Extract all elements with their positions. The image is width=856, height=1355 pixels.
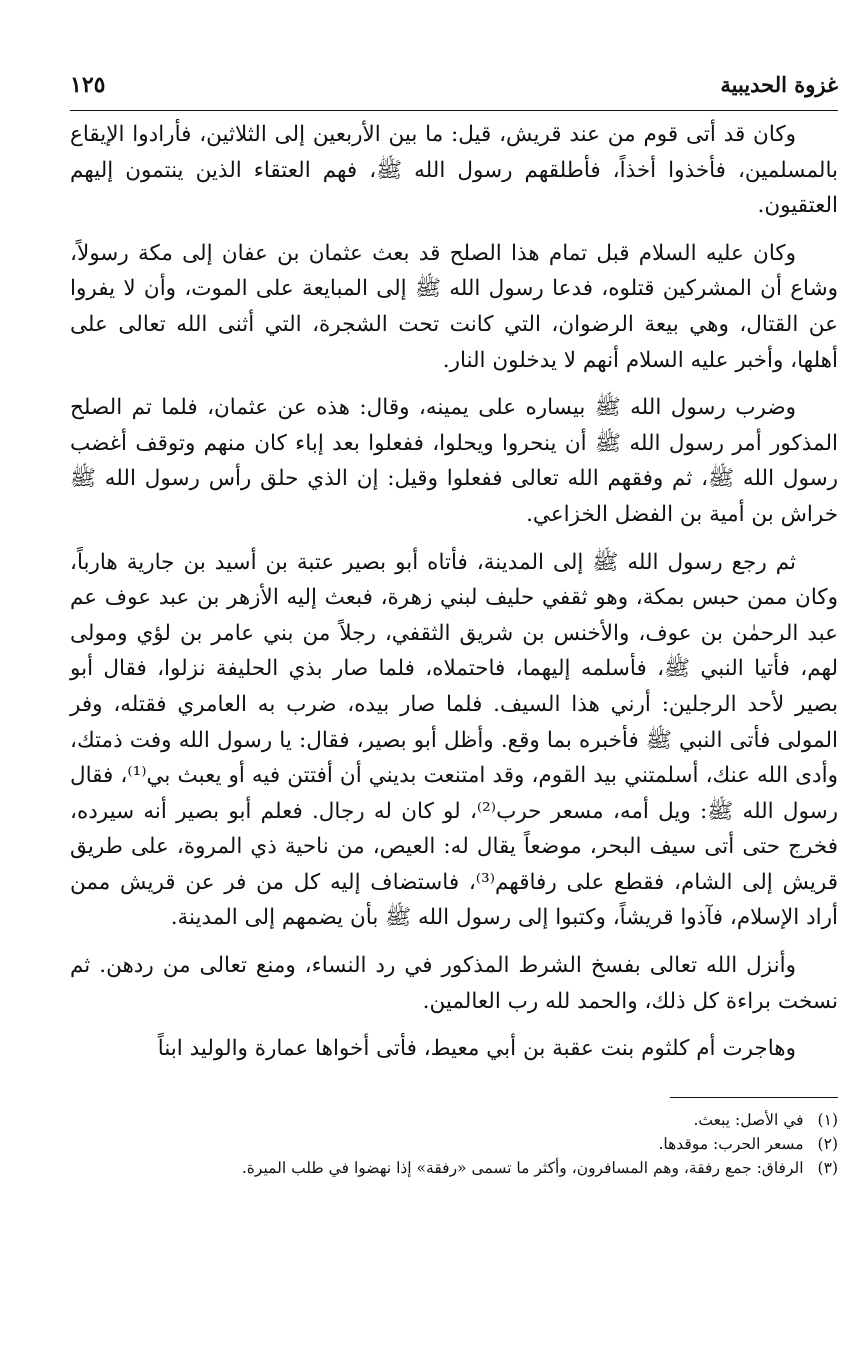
footnotes [70, 1108, 838, 1180]
footnote-separator [670, 1097, 838, 1098]
paragraph: وأنزل الله تعالى بفسخ الشرط المذكور في رد النساء، ومنع تعالى من ردهن. ثم نسخت براءة كل ذلك، والحمد لله رب العالمين. [70, 953, 838, 1014]
paragraph: وضرب رسول الله ﷺ بيساره على يمينه، وقال: هذه عن عثمان، فلما تم الصلح المذكور أمر رسول الله ﷺ أن ينحروا ويحلوا، ففعلوا بعد إباء كان منهم وتوقف أغضب رسول الله ﷺ، ثم وفقهم الله تعالى ففعلوا وقيل: إن الذي حلق رأس رسول الله ﷺ خراش بن أمية بن الفضل الخزاعي. [70, 395, 838, 527]
footnote-item [70, 1108, 838, 1132]
footnote-item [70, 1156, 838, 1180]
paragraph: ثم رجع رسول الله ﷺ إلى المدينة، فأتاه أبو بصير عتبة بن أسيد بن جارية هارباً، وكان ممن حبس بمكة، وهو ثقفي حليف لبني زهرة، فبعث إليه الأزهر بن عبد عوف عم عبد الرحمٰن بن عوف، والأخنس بن شريق الثقفي، رجلاً من بني عامر بن لؤي ومولى لهم، فأتيا النبي ﷺ، فأسلمه إليهما، فاحتملاه، فلما صار بذي الحليفة نزلوا، فقال أبو بصير لأحد الرجلين: أرني هذا السيف. فلما صار بيده، ضرب به العامري فقتله، وفر المولى فأتى النبي ﷺ فأخبره بما وقع. وأظل أبو بصير، فقال: يا رسول الله وفت ذمتك، وأدى الله عنك، أسلمتني بيد القوم، وقد امتنعت بديني أن أفتتن فيه أو يعبث بي⁽¹⁾، فقال رسول الله ﷺ: ويل أمه، مسعر حرب⁽²⁾، لو كان له رجال. فعلم أبو بصير أنه سيرده، فخرج حتى أتى سيف البحر، موضعاً يقال له: العيص، من ناحية ذي المروة، على طريق قريش إلى الشام، فقطع على رفاقهم⁽³⁾، فاستضاف إليه كل من فر عن قريش ممن أراد الإسلام، فآذوا قريشاً، وكتبوا إلى رسول الله ﷺ بأن يضمهم إلى المدينة. [70, 549, 838, 931]
book-page [70, 72, 838, 1180]
page-number: ١٢٥ [70, 72, 106, 98]
footnote-item [70, 1132, 838, 1156]
paragraph: وكان قد أتى قوم من عند قريش، قيل: ما بين الأربعين إلى الثلاثين، فأرادوا الإيقاع بالمسلمين، فأخذوا أخذاً، فأطلقهم رسول الله ﷺ، فهم العتقاء الذين ينتمون إليهم العتقيون. [70, 122, 838, 219]
paragraph: وكان عليه السلام قبل تمام هذا الصلح قد بعث عثمان بن عفان إلى مكة رسولاً، وشاع أن المشركين قتلوه، فدعا رسول الله ﷺ إلى المبايعة على الموت، وأن لا يفروا عن القتال، وهي بيعة الرضوان، التي كانت تحت الشجرة، التي أثنى الله تعالى على أهلها، وأخبر عليه السلام أنهم لا يدخلون النار. [70, 240, 838, 373]
footnote-number: (٢) [817, 1134, 838, 1153]
footnote-text: في الأصل: يبعث. [693, 1110, 804, 1129]
footnote-text: الرفاق: جمع رفقة، وهم المسافرون، وأكثر ما تسمى «رفقة» إذا نهضوا في طلب الميرة. [241, 1158, 804, 1177]
header-rule [70, 110, 838, 111]
chapter-title: غزوة الحديبية [720, 72, 838, 97]
paragraph: وهاجرت أم كلثوم بنت عقبة بن أبي معيط، فأتى أخواها عمارة والوليد ابناً [157, 1036, 796, 1062]
footnote-number: (١) [817, 1110, 838, 1129]
footnote-number: (٣) [817, 1158, 838, 1177]
main-text [70, 117, 838, 1067]
footnote-text: مسعر الحرب: موقدها. [658, 1134, 804, 1153]
running-header [70, 72, 838, 106]
